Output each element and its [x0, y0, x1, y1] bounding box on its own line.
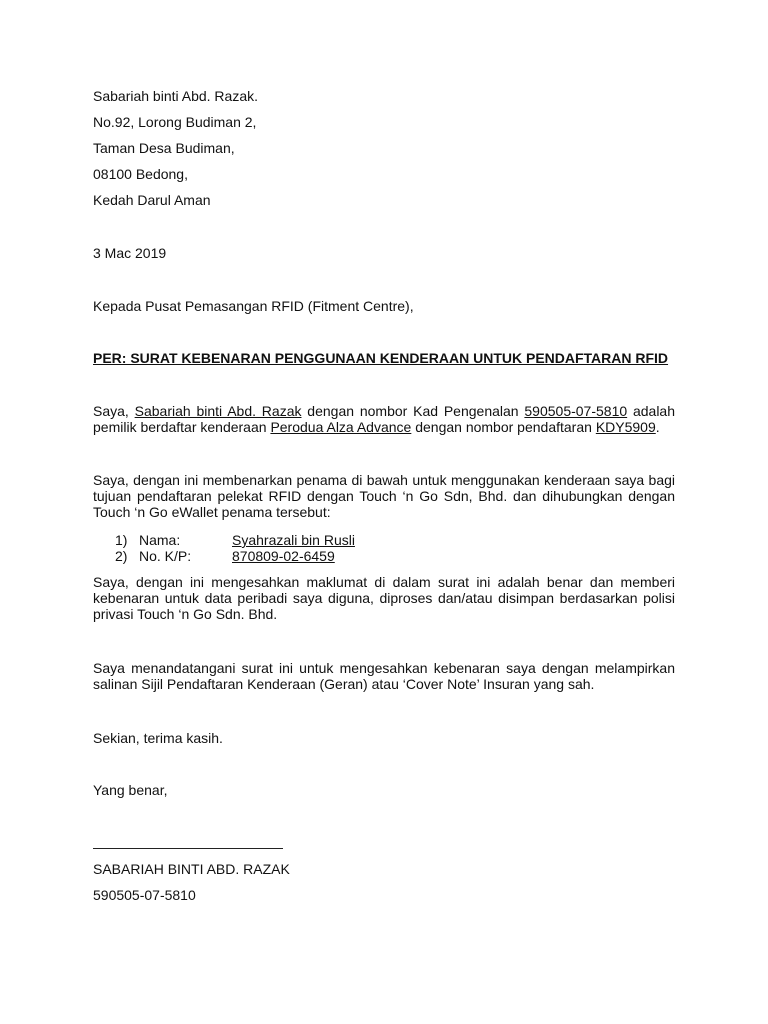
nominee-name-row	[115, 532, 355, 548]
sender-address-line-3: 08100 Bedong,	[93, 166, 188, 182]
list-number: 1)	[115, 532, 128, 548]
signature-line	[93, 848, 283, 849]
sender-address-line-2: Taman Desa Budiman,	[93, 140, 235, 156]
paragraph-data-consent: Saya, dengan ini mengesahkan maklumat di dalam surat ini adalah benar dan memberi kebenaran untuk data peribadi saya diguna, diproses dan/atau disimpan berdasarkan polisi privasi Touch ‘n Go Sdn. Bhd.	[93, 574, 675, 622]
nominee-name-value: Syahrazali bin Rusli	[232, 532, 355, 548]
para1-text-4: dengan nombor pendaftaran	[411, 419, 596, 435]
paragraph-authorization: Saya, dengan ini membenarkan penama di bawah untuk menggunakan kenderaan saya bagi tujuan pendaftaran pelekat RFID dengan Touch ‘n Go Sdn, Bhd. dan dihubungkan dengan Touch ‘n Go eWallet penama tersebut:	[93, 472, 675, 520]
vehicle-model: Perodua Alza Advance	[270, 419, 412, 435]
paragraph-attachment: Saya menandatangani surat ini untuk mengesahkan kebenaran saya dengan melampirkan salinan Sijil Pendaftaran Kenderaan (Geran) atau ‘Cover Note’ Insuran yang sah.	[93, 660, 675, 692]
owner-ic-number: 590505-07-5810	[524, 403, 628, 419]
para1-text-3: adalah pemilik berdaftar kenderaan	[93, 403, 676, 435]
owner-name: Sabariah binti Abd. Razak	[134, 403, 302, 419]
vehicle-plate: KDY5909	[595, 419, 656, 435]
nominee-name-label: Nama:	[139, 532, 181, 548]
recipient-line: Kepada Pusat Pemasangan RFID (Fitment Centre),	[93, 298, 414, 314]
para1-text-5: .	[655, 419, 660, 435]
closing-thanks: Sekian, terima kasih.	[93, 730, 223, 746]
para1-text-2: dengan nombor Kad Pengenalan	[301, 403, 525, 419]
nominee-ic-label: No. K/P:	[139, 548, 192, 564]
nominee-ic-row	[115, 548, 335, 564]
signatory-name: SABARIAH BINTI ABD. RAZAK	[93, 861, 290, 877]
sender-name: Sabariah binti Abd. Razak.	[93, 88, 258, 104]
para1-text-1: Saya,	[93, 403, 135, 419]
closing-salutation: Yang benar,	[93, 782, 168, 798]
letter-date: 3 Mac 2019	[93, 245, 167, 261]
sender-address-line-1: No.92, Lorong Budiman 2,	[93, 114, 257, 130]
subject-heading: PER: SURAT KEBENARAN PENGGUNAAN KENDERAAN UNTUK PENDAFTARAN RFID	[93, 350, 669, 366]
paragraph-owner-details	[93, 403, 675, 435]
list-number: 2)	[115, 548, 128, 564]
signatory-ic-number: 590505-07-5810	[93, 887, 196, 903]
nominee-ic-value: 870809-02-6459	[232, 548, 335, 564]
sender-address-line-4: Kedah Darul Aman	[93, 192, 211, 208]
